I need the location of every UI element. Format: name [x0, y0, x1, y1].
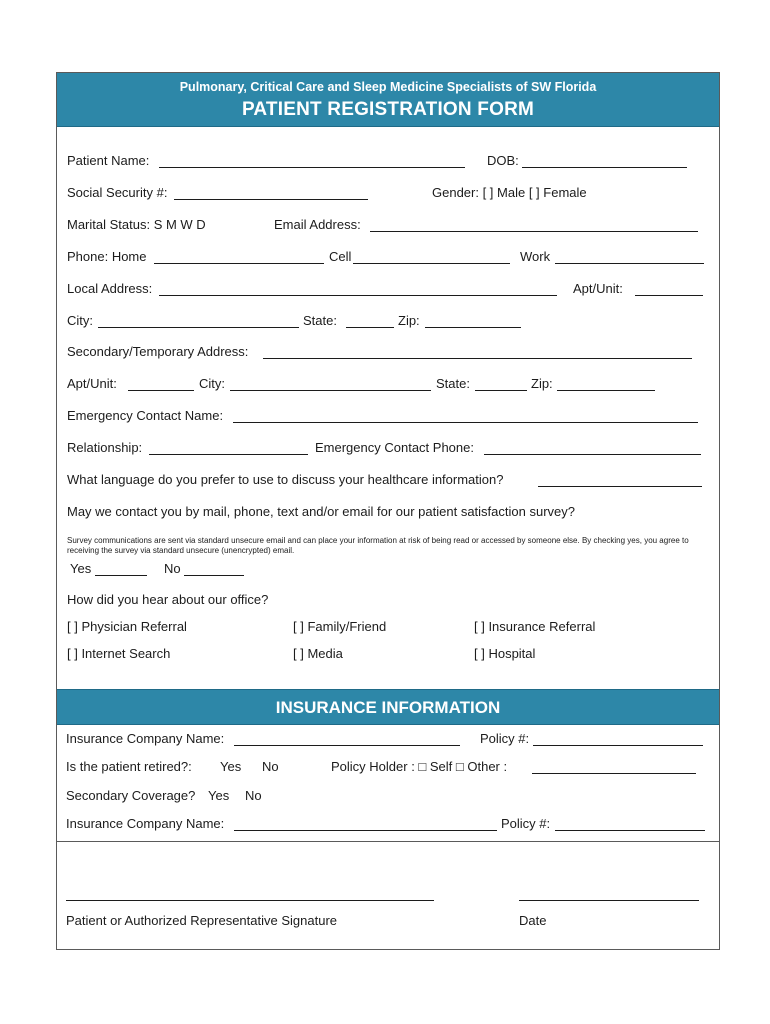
survey-no-label: No [164, 561, 181, 576]
state-field[interactable] [346, 327, 394, 328]
policy-label: Policy #: [480, 731, 530, 746]
survey-no-field[interactable] [184, 575, 244, 576]
retired-yes[interactable]: Yes [220, 759, 242, 774]
apt-unit-field[interactable] [635, 295, 703, 296]
form-header [57, 73, 719, 127]
state-2-label: State: [436, 376, 470, 391]
city-field[interactable] [98, 327, 299, 328]
ssn-field[interactable] [174, 199, 368, 200]
emergency-phone-field[interactable] [484, 454, 701, 455]
form-title: PATIENT REGISTRATION FORM [241, 99, 535, 120]
policy-holder-other-field[interactable] [532, 773, 696, 774]
emergency-name-field[interactable] [233, 422, 698, 423]
patient-name-field[interactable] [159, 167, 465, 168]
dob-label: DOB: [487, 153, 519, 168]
zip-field[interactable] [425, 327, 521, 328]
date-line[interactable] [519, 900, 699, 901]
gender-label: Gender: [ ] Male [ ] Female [432, 185, 587, 200]
secondary-address-field[interactable] [263, 358, 692, 359]
city-label: City: [67, 313, 93, 328]
dob-field[interactable] [522, 167, 687, 168]
work-label: Work [520, 249, 551, 264]
hear-question: How did you hear about our office? [67, 592, 269, 607]
retired-question: Is the patient retired?: [66, 759, 192, 774]
cell-label: Cell [329, 249, 352, 264]
policy-2-label: Policy #: [501, 816, 551, 831]
relationship-label: Relationship: [67, 440, 143, 455]
email-label: Email Address: [274, 217, 361, 232]
state-2-field[interactable] [475, 390, 527, 391]
relationship-field[interactable] [149, 454, 308, 455]
secondary-coverage-question: Secondary Coverage? [66, 788, 196, 803]
work-field[interactable] [555, 263, 704, 264]
signature-line[interactable] [66, 900, 434, 901]
phone-home-label: Phone: Home [67, 249, 147, 264]
option-insurance-referral[interactable]: [ ] Insurance Referral [474, 619, 596, 634]
policy-field[interactable] [533, 745, 703, 746]
policy-holder-label[interactable]: Policy Holder : □ Self □ Other : [331, 759, 508, 774]
insurance-company-2-label: Insurance Company Name: [66, 816, 225, 831]
apt-unit-label: Apt/Unit: [573, 281, 623, 296]
state-label: State: [303, 313, 337, 328]
phone-home-field[interactable] [154, 263, 324, 264]
option-physician-referral[interactable]: [ ] Physician Referral [67, 619, 187, 634]
apt-unit-2-field[interactable] [128, 390, 194, 391]
survey-yes-label: Yes [70, 561, 92, 576]
emergency-phone-label: Emergency Contact Phone: [315, 440, 474, 455]
cell-field[interactable] [353, 263, 510, 264]
secondary-address-label: Secondary/Temporary Address: [67, 344, 249, 359]
secondary-no[interactable]: No [245, 788, 262, 803]
insurance-section-title: INSURANCE INFORMATION [275, 698, 501, 717]
email-field[interactable] [370, 231, 698, 232]
insurance-section-header [57, 689, 719, 725]
apt-unit-2-label: Apt/Unit: [67, 376, 117, 391]
local-address-field[interactable] [159, 295, 557, 296]
survey-note: Survey communications are sent via standard unsecure email and can place your information at risk of being read or accessed by someone else. By checking yes, you agree to receiving the survey via standard unsecure (unencrypted) email. [67, 536, 689, 555]
policy-2-field[interactable] [555, 830, 705, 831]
zip-label: Zip: [398, 313, 420, 328]
registration-form [56, 72, 720, 950]
emergency-name-label: Emergency Contact Name: [67, 408, 224, 423]
city-2-label: City: [199, 376, 225, 391]
survey-yes-field[interactable] [95, 575, 147, 576]
secondary-yes[interactable]: Yes [208, 788, 230, 803]
ssn-label: Social Security #: [67, 185, 168, 200]
zip-2-label: Zip: [531, 376, 553, 391]
option-family-friend[interactable]: [ ] Family/Friend [293, 619, 387, 634]
city-2-field[interactable] [230, 390, 431, 391]
language-question: What language do you prefer to use to discuss your healthcare information? [67, 472, 504, 487]
date-label: Date [519, 913, 547, 928]
local-address-label: Local Address: [67, 281, 153, 296]
option-hospital[interactable]: [ ] Hospital [474, 646, 536, 661]
marital-status-label: Marital Status: S M W D [67, 217, 206, 232]
retired-no[interactable]: No [262, 759, 279, 774]
patient-name-label: Patient Name: [67, 153, 150, 168]
option-media[interactable]: [ ] Media [293, 646, 343, 661]
practice-name: Pulmonary, Critical Care and Sleep Medicine Specialists of SW Florida [179, 80, 597, 94]
language-field[interactable] [538, 486, 702, 487]
insurance-company-field[interactable] [234, 745, 460, 746]
signature-divider [57, 841, 719, 842]
insurance-company-2-field[interactable] [234, 830, 497, 831]
insurance-company-label: Insurance Company Name: [66, 731, 225, 746]
option-internet-search[interactable]: [ ] Internet Search [67, 646, 171, 661]
contact-question: May we contact you by mail, phone, text and/or email for our patient satisfaction survey? [67, 504, 575, 519]
signature-label: Patient or Authorized Representative Signature [66, 913, 338, 928]
zip-2-field[interactable] [557, 390, 655, 391]
